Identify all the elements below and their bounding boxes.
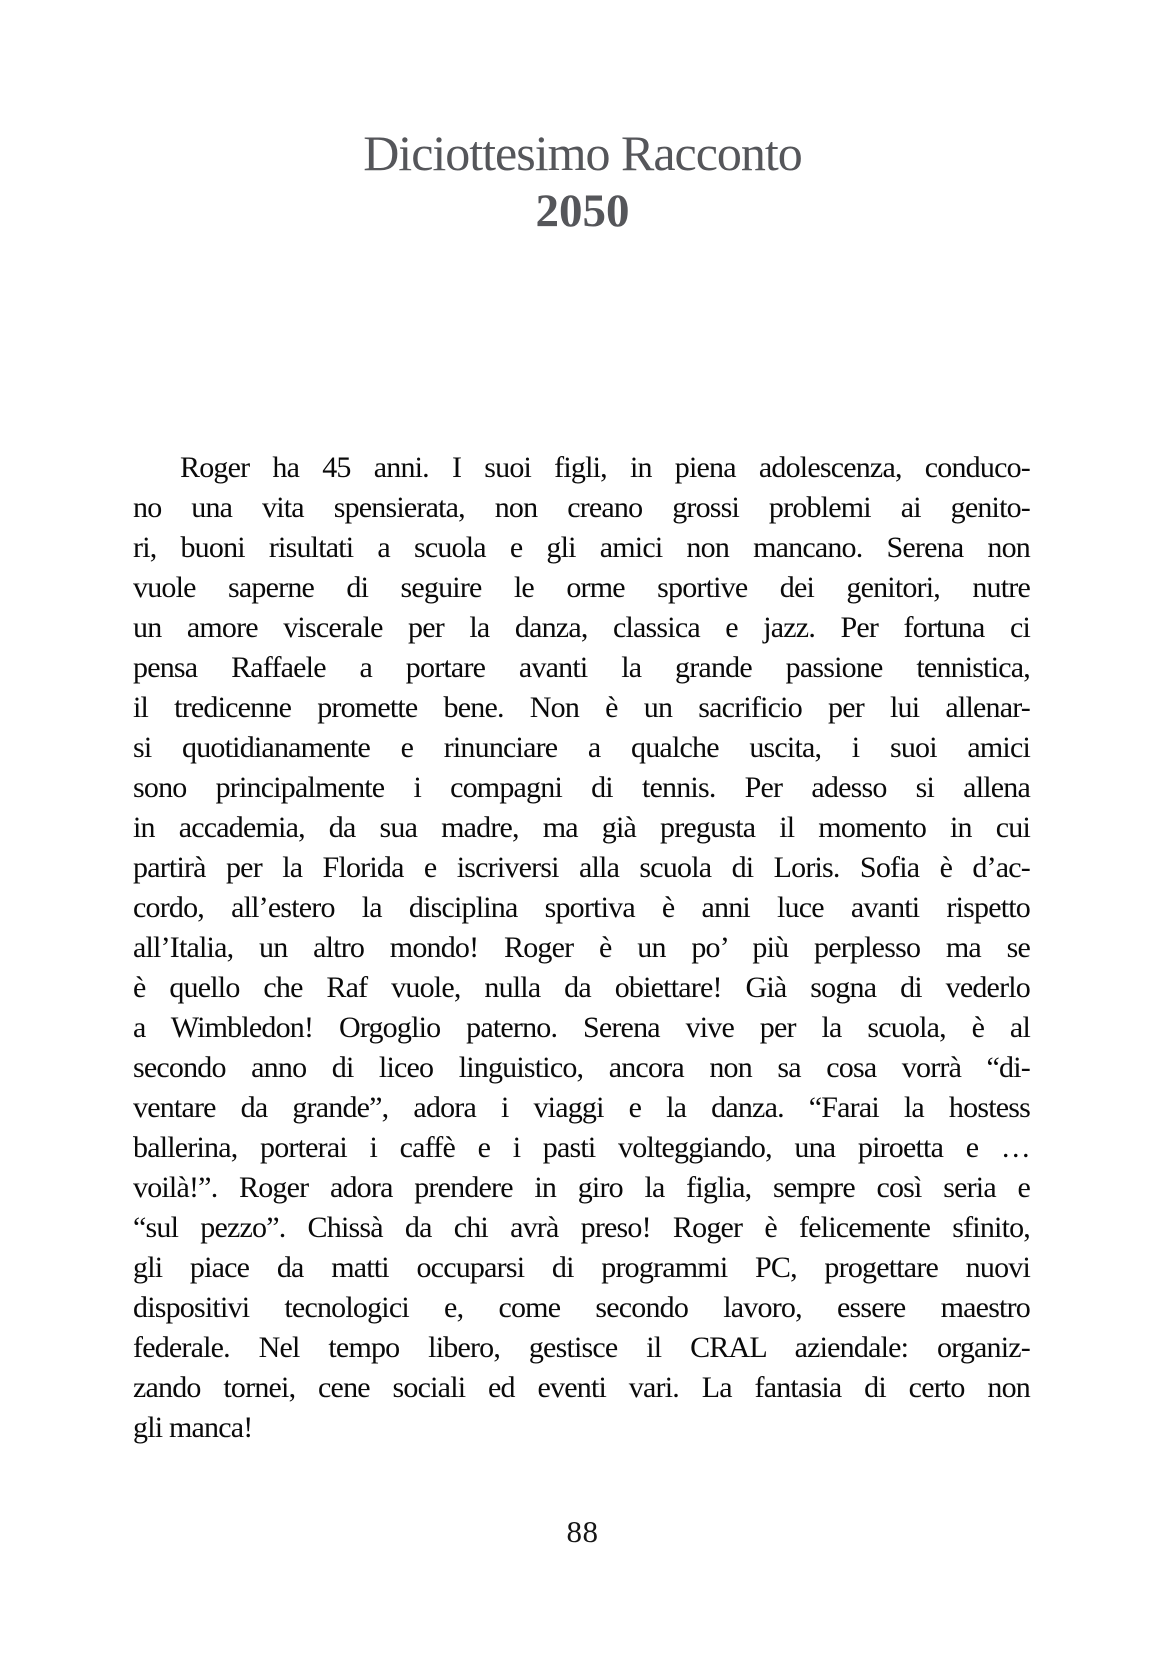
page-number: 88	[566, 1514, 599, 1549]
text-line: è quello che Raf vuole, nulla da obiettare! Già sogna di vederlo	[133, 971, 1030, 1004]
text-line: ballerina, porterai i caffè e i pasti volteggiando, una piroetta e …	[133, 1131, 1030, 1164]
text-line: all’Italia, un altro mondo! Roger è un po’ più perplesso ma se	[133, 931, 1030, 964]
text-line: gli manca!	[133, 1411, 253, 1444]
text-line: Roger ha 45 anni. I suoi figli, in piena adolescenza, conduco-	[180, 451, 1030, 484]
text-line: federale. Nel tempo libero, gestisce il CRAL aziendale: organiz-	[133, 1331, 1030, 1364]
story-title: Diciottesimo Racconto	[363, 125, 802, 181]
text-line: vuole saperne di seguire le orme sportive dei genitori, nutre	[133, 571, 1030, 604]
body-paragraph	[133, 448, 1030, 1448]
text-line: un amore viscerale per la danza, classica e jazz. Per fortuna ci	[133, 611, 1030, 644]
text-line: ventare da grande”, adora i viaggi e la danza. “Farai la hostess	[133, 1091, 1030, 1124]
text-line: a Wimbledon! Orgoglio paterno. Serena vive per la scuola, è al	[133, 1011, 1030, 1044]
text-line: “sul pezzo”. Chissà da chi avrà preso! Roger è felicemente sfinito,	[133, 1211, 1030, 1244]
text-line: gli piace da matti occuparsi di programmi PC, progettare nuovi	[133, 1251, 1030, 1284]
text-line: il tredicenne promette bene. Non è un sacrificio per lui allenar-	[133, 691, 1030, 724]
text-line: voilà!”. Roger adora prendere in giro la figlia, sempre così seria e	[133, 1171, 1030, 1204]
text-line: dispositivi tecnologici e, come secondo lavoro, essere maestro	[133, 1291, 1030, 1324]
text-line: pensa Raffaele a portare avanti la grande passione tennistica,	[133, 651, 1030, 684]
text-line: cordo, all’estero la disciplina sportiva è anni luce avanti rispetto	[133, 891, 1030, 924]
text-line: no una vita spensierata, non creano grossi problemi ai genito-	[133, 491, 1030, 524]
text-line: partirà per la Florida e iscriversi alla scuola di Loris. Sofia è d’ac-	[133, 851, 1030, 884]
story-subtitle-year: 2050	[535, 185, 630, 237]
text-line: ri, buoni risultati a scuola e gli amici non mancano. Serena non	[133, 531, 1030, 564]
text-line: secondo anno di liceo linguistico, ancora non sa cosa vorrà “di-	[133, 1051, 1030, 1084]
text-line: si quotidianamente e rinunciare a qualche uscita, i suoi amici	[133, 731, 1030, 764]
text-line: zando tornei, cene sociali ed eventi vari. La fantasia di certo non	[133, 1371, 1030, 1404]
chapter-heading	[0, 126, 1165, 236]
text-line: sono principalmente i compagni di tennis. Per adesso si allena	[133, 771, 1030, 804]
text-line: in accademia, da sua madre, ma già pregusta il momento in cui	[133, 811, 1030, 844]
